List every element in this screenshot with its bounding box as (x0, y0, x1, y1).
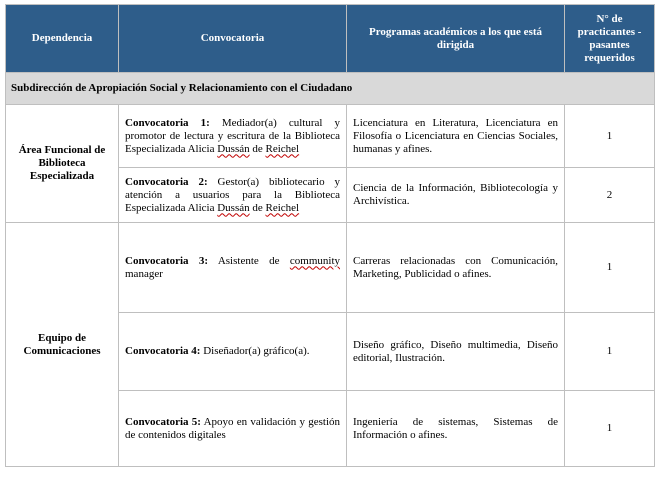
dependencia-cell: Área Funcional de Biblioteca Especializada (6, 105, 119, 223)
convocatoria-text: Gestor(a) bibliotecario y atención a usuarios para la Biblioteca Especializada Alicia (125, 175, 340, 214)
header-practicantes: N° de practicantes - pasantes requeridos (565, 5, 655, 73)
convocatoria-text: Diseñador(a) gráfico(a). (200, 345, 310, 357)
programas-cell: Ingeniería de sistemas, Sistemas de Información o afines. (347, 391, 565, 467)
practicantes-cell: 1 (565, 105, 655, 168)
convocatoria-cell (119, 313, 347, 391)
convocatoria-text: Mediador(a) cultural y promotor de lectura y escritura de la Biblioteca Especializada Alicia (125, 116, 340, 155)
convocatoria-text: Dussán (217, 142, 250, 155)
programas-cell: Diseño gráfico, Diseño multimedia, Diseño editorial, Ilustración. (347, 313, 565, 391)
convocatoria-label: Convocatoria 1: (125, 116, 210, 129)
convocatoria-text: Asistente de (208, 254, 290, 267)
convocatoria-text: Reichel (265, 201, 300, 214)
convocatoria-text: Dussán (217, 201, 250, 214)
programas-cell: Carreras relacionadas con Comunicación, Marketing, Publicidad o afines. (347, 223, 565, 313)
convocatoria-text: community (289, 254, 340, 267)
header-row (6, 5, 655, 73)
header-convocatoria: Convocatoria (119, 5, 347, 73)
convocatoria-cell (119, 105, 347, 168)
convocatoria-text: Apoyo en validación y gestión de contenidos digitales (125, 415, 341, 441)
convocatorias-table (5, 4, 655, 467)
section-title: Subdirección de Apropiación Social y Relacionamiento con el Ciudadano (6, 73, 655, 105)
convocatoria-cell (119, 391, 347, 467)
convocatoria-text: manager (125, 267, 163, 280)
programas-cell: Licenciatura en Literatura, Licenciatura en Filosofía o Licenciatura en Ciencias Sociales, humanas y afines. (347, 105, 565, 168)
header-programas: Programas académicos a los que está dirigida (347, 5, 565, 73)
convocatoria-text: Reichel (265, 142, 300, 155)
programas-cell: Ciencia de la Información, Bibliotecología y Archivística. (347, 168, 565, 223)
practicantes-cell: 1 (565, 313, 655, 391)
convocatoria-label: Convocatoria 5: (125, 415, 201, 428)
practicantes-cell: 2 (565, 168, 655, 223)
table-row (6, 223, 655, 313)
header-dependencia: Dependencia (6, 5, 119, 73)
convocatoria-label: Convocatoria 4: (125, 345, 201, 357)
convocatoria-label: Convocatoria 2: (125, 175, 208, 188)
convocatoria-label: Convocatoria 3: (125, 254, 209, 267)
convocatoria-text: de (249, 201, 266, 214)
convocatoria-text: de (249, 142, 266, 155)
practicantes-cell: 1 (565, 223, 655, 313)
practicantes-cell: 1 (565, 391, 655, 467)
section-row (6, 73, 655, 105)
convocatoria-cell (119, 223, 347, 313)
table-row (6, 105, 655, 168)
convocatoria-cell (119, 168, 347, 223)
dependencia-cell: Equipo de Comunicaciones (6, 223, 119, 467)
